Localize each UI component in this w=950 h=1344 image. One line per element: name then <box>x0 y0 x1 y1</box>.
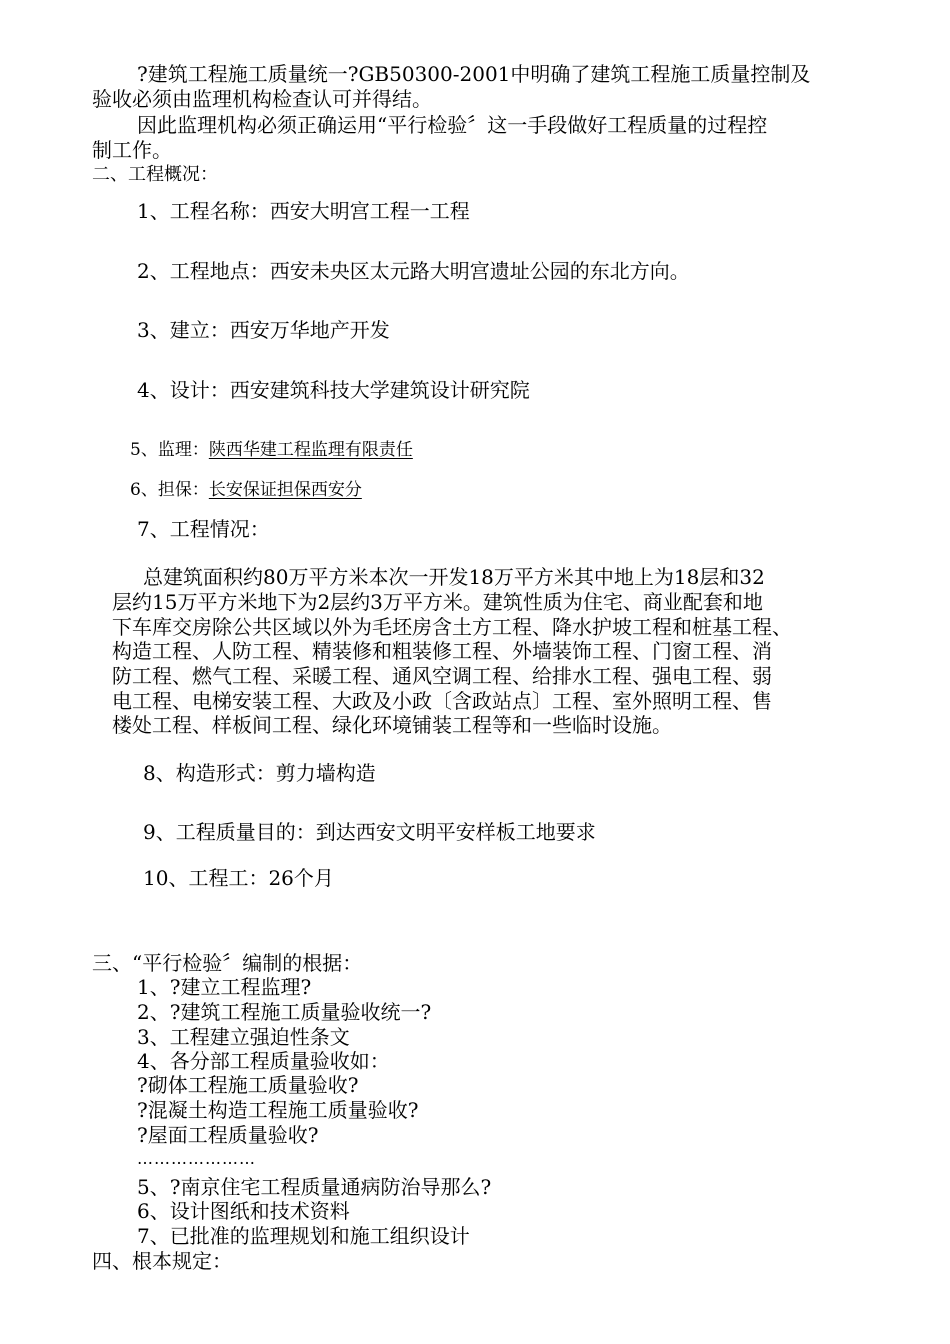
list-item: ?混凝土构造工程施工质量验收? <box>137 1098 419 1122</box>
paragraph-line: 电工程、电梯安装工程、大政及小政〔含政站点〕工程、室外照明工程、售 <box>112 689 772 713</box>
list-item: 3、建立：西安万华地产开发 <box>137 318 390 342</box>
list-item: 6、设计图纸和技术资料 <box>137 1199 350 1223</box>
paragraph-line: 防工程、燃气工程、采暖工程、通风空调工程、给排水工程、强电工程、弱 <box>112 664 772 688</box>
intro-line: 制工作。 <box>92 138 172 162</box>
section-heading: 二、工程概况： <box>92 164 218 185</box>
intro-line: 因此监理机构必须正确运用“平行检验〞这一手段做好工程质量的过程控 <box>137 113 768 137</box>
list-item: 1、工程名称：西安大明宫工程一工程 <box>137 199 470 223</box>
paragraph-line: 总建筑面积约80万平方米本次一开发18万平方米其中地上为18层和32 <box>143 565 765 589</box>
list-item: 3、工程建立强迫性条文 <box>137 1025 350 1049</box>
list-item: 1、?建立工程监理? <box>137 975 312 999</box>
paragraph-line: 层约15万平方米地下为2层约3万平方米。建筑性质为住宅、商业配套和地 <box>112 590 763 614</box>
item-value: 长安保证担保西安分 <box>208 480 362 500</box>
list-item: 7、已批准的监理规划和施工组织设计 <box>137 1224 470 1248</box>
list-item: 5、?南京住宅工程质量通病防治导那么? <box>137 1175 492 1199</box>
list-item: 10、工程工：26个月 <box>143 866 334 890</box>
list-item: 8、构造形式：剪力墙构造 <box>143 761 376 785</box>
list-item <box>130 478 367 502</box>
list-item: 2、工程地点：西安未央区太元路大明宫遗址公园的东北方向。 <box>137 259 690 283</box>
list-item: 9、工程质量目的：到达西安文明平安样板工地要求 <box>143 820 596 844</box>
list-item: 4、设计：西安建筑科技大学建筑设计研究院 <box>137 378 530 402</box>
list-item: ?砌体工程施工质量验收? <box>137 1073 359 1097</box>
section-heading: 四、根本规定： <box>92 1249 232 1273</box>
item-value: 陕西华建工程监理有限责任 <box>208 440 413 460</box>
ellipsis-line: ………………… <box>137 1149 256 1168</box>
intro-line: ?建筑工程施工质量统一?GB50300-2001中明确了建筑工程施工质量控制及 <box>137 62 811 86</box>
list-item: 4、各分部工程质量验收如： <box>137 1049 390 1073</box>
paragraph-line: 构造工程、人防工程、精装修和粗装修工程、外墙装饰工程、门窗工程、消 <box>112 639 772 663</box>
list-item: ?屋面工程质量验收? <box>137 1123 319 1147</box>
list-item <box>130 438 413 462</box>
item-label: 6、担保： <box>130 480 209 500</box>
list-item: 7、工程情况： <box>137 517 270 541</box>
paragraph-line: 下车库交房除公共区域以外为毛坯房含土方工程、降水护坡工程和桩基工程、 <box>112 615 792 639</box>
section-heading: 三、“平行检验〞编制的根据： <box>92 951 363 975</box>
paragraph-line: 楼处工程、样板间工程、绿化环境铺装工程等和一些临时设施。 <box>112 713 672 737</box>
list-item: 2、?建筑工程施工质量验收统一? <box>137 1000 432 1024</box>
item-label: 5、监理： <box>130 440 209 460</box>
intro-line: 验收必须由监理机构检查认可并得结。 <box>92 87 432 111</box>
